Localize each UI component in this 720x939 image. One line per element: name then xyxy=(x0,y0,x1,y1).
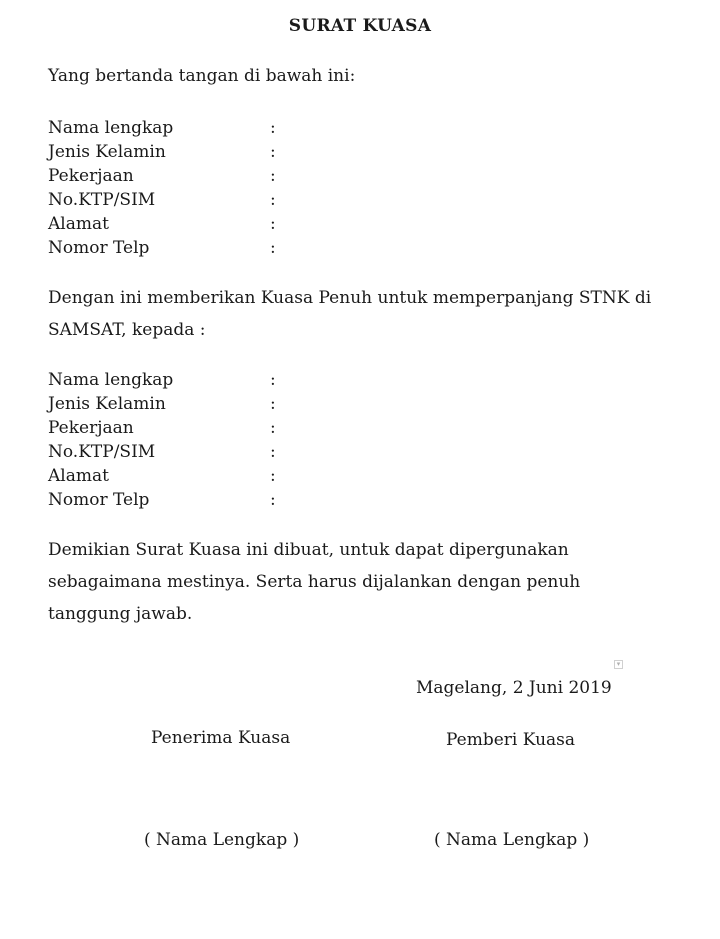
giver-field-colon: : xyxy=(270,118,276,138)
receiver-field-colon: : xyxy=(270,442,276,462)
intro-line: Yang bertanda tangan di bawah ini: xyxy=(48,66,356,86)
giver-field-colon: : xyxy=(270,190,276,210)
receiver-field-colon: : xyxy=(270,370,276,390)
receiver-role-label: Penerima Kuasa xyxy=(151,728,291,748)
receiver-signature-name: ( Nama Lengkap ) xyxy=(144,830,300,850)
receiver-field-colon: : xyxy=(270,490,276,510)
giver-signature-name: ( Nama Lengkap ) xyxy=(434,830,590,850)
dropdown-arrow-icon[interactable]: ▾ xyxy=(614,660,623,669)
giver-field-colon: : xyxy=(270,166,276,186)
receiver-field-label: Nama lengkap xyxy=(48,370,174,390)
receiver-field-label: Pekerjaan xyxy=(48,418,134,438)
receiver-field-label: Alamat xyxy=(48,466,109,486)
giver-field-colon: : xyxy=(270,214,276,234)
giver-field-label: Nomor Telp xyxy=(48,238,150,258)
giver-field-label: No.KTP/SIM xyxy=(48,190,156,210)
closing-paragraph: Demikian Surat Kuasa ini dibuat, untuk dapat dipergunakan sebagaimana mestinya. Serta harus dijalankan dengan penuh tanggung jawab. xyxy=(48,540,581,624)
giver-field-label: Nama lengkap xyxy=(48,118,174,138)
grant-paragraph: Dengan ini memberikan Kuasa Penuh untuk memperpanjang STNK di SAMSAT, kepada : xyxy=(48,288,652,340)
receiver-field-label: Jenis Kelamin xyxy=(48,394,166,414)
giver-role-label: Pemberi Kuasa xyxy=(446,730,576,750)
receiver-field-label: Nomor Telp xyxy=(48,490,150,510)
receiver-field-colon: : xyxy=(270,418,276,438)
giver-field-label: Pekerjaan xyxy=(48,166,134,186)
document-title: SURAT KUASA xyxy=(288,16,432,36)
place-date: Magelang, 2 Juni 2019 xyxy=(416,678,612,698)
receiver-field-colon: : xyxy=(270,466,276,486)
giver-field-label: Alamat xyxy=(48,214,109,234)
giver-field-colon: : xyxy=(270,238,276,258)
giver-field-colon: : xyxy=(270,142,276,162)
receiver-field-label: No.KTP/SIM xyxy=(48,442,156,462)
receiver-field-colon: : xyxy=(270,394,276,414)
giver-field-label: Jenis Kelamin xyxy=(48,142,166,162)
